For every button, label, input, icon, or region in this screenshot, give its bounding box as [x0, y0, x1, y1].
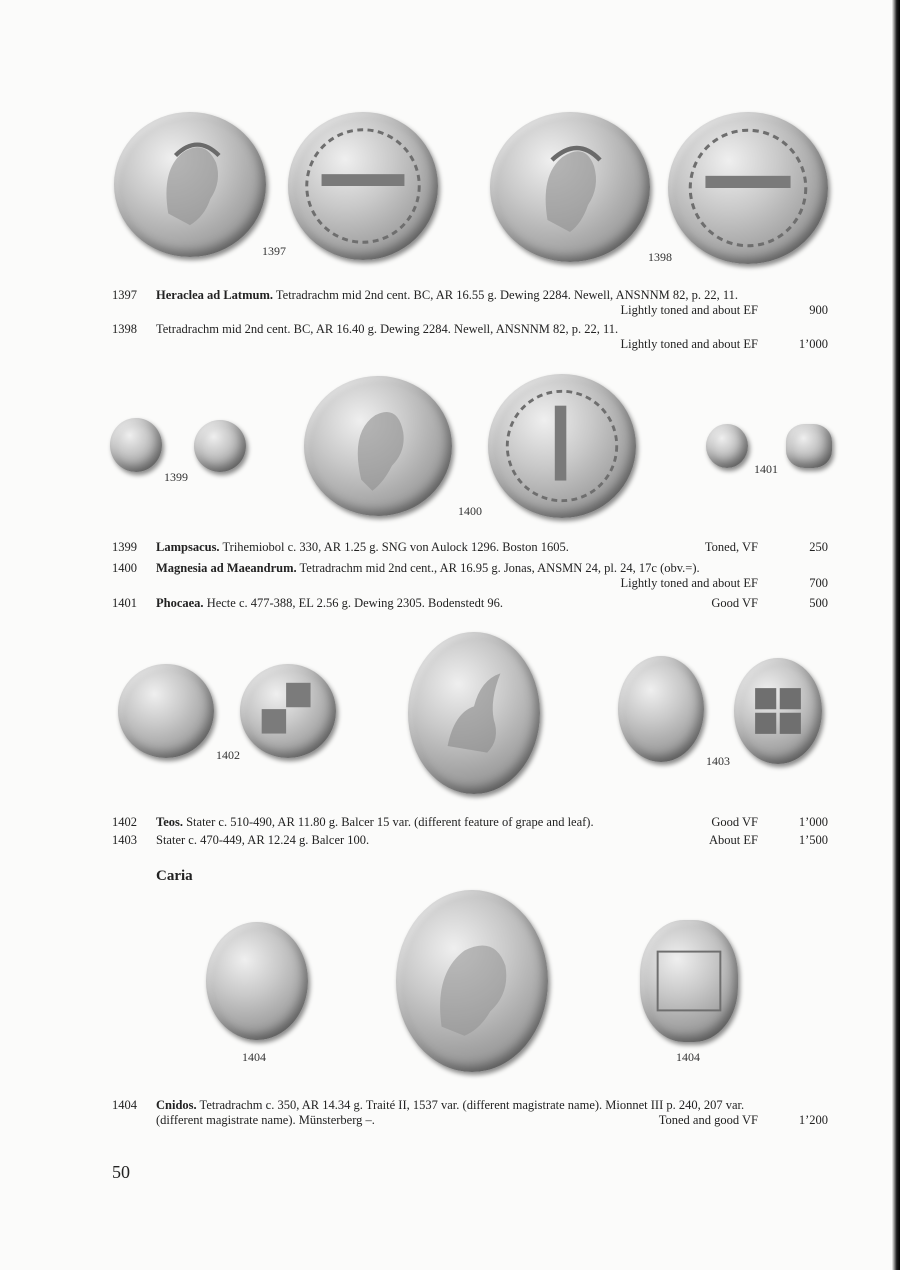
lot-grade: Lightly toned and about EF	[620, 337, 758, 351]
lot-price: 250	[809, 540, 828, 554]
coin-1404-reverse	[640, 920, 738, 1042]
photo-label-1404-left: 1404	[242, 1050, 266, 1064]
photo-label-1401: 1401	[754, 462, 778, 476]
coin-1403-obverse	[618, 656, 704, 762]
coin-1401-obverse	[706, 424, 748, 468]
photo-label-1400: 1400	[458, 504, 482, 518]
lot-price: 1’200	[798, 1113, 828, 1127]
lot-description-continued: (different magistrate name). Münsterberg –.	[156, 1113, 375, 1127]
lot-title: Phocaea.	[156, 596, 204, 610]
lot-number: 1400	[112, 561, 137, 575]
lot-price: 700	[809, 576, 828, 590]
lot-description: Hecte c. 477-388, EL 2.56 g. Dewing 2305. Bodenstedt 96.	[203, 596, 504, 610]
photo-label-1404-right: 1404	[676, 1050, 700, 1064]
lot-description: Tetradrachm mid 2nd cent. BC, AR 16.55 g. Dewing 2284. Newell, ANSNNM 82, p. 22, 11.	[273, 288, 739, 302]
lot-description: Stater c. 510-490, AR 11.80 g. Balcer 15 var. (different feature of grape and leaf).	[182, 815, 594, 829]
coin-1399-reverse	[194, 420, 246, 472]
lot-number: 1401	[112, 596, 137, 610]
coin-1404-obverse-enlarged	[396, 890, 548, 1072]
coin-1398-obverse	[490, 112, 650, 262]
lot-number: 1397	[112, 288, 137, 302]
page-edge-shadow	[892, 0, 900, 1270]
lot-price: 1’000	[798, 337, 828, 351]
lot-grade: Good VF	[711, 596, 758, 610]
coin-1397-reverse	[288, 112, 438, 260]
lot-title: Heraclea ad Latmum.	[156, 288, 273, 302]
lot-number: 1398	[112, 322, 137, 336]
lot-grade: Toned, VF	[704, 540, 758, 554]
lot-grade: Lightly toned and about EF	[620, 303, 758, 317]
page-number: 50	[112, 1162, 130, 1182]
lot-number: 1403	[112, 833, 137, 847]
lot-description: Trihemiobol c. 330, AR 1.25 g. SNG von Aulock 1296. Boston 1605.	[219, 540, 569, 554]
lot-description: Tetradrachm mid 2nd cent. BC, AR 16.40 g. Dewing 2284. Newell, ANSNNM 82, p. 22, 11.	[156, 322, 619, 336]
coin-1398-reverse	[668, 112, 828, 264]
lot-description: Tetradrachm mid 2nd cent., AR 16.95 g. Jonas, ANSMN 24, pl. 24, 17c (obv.=).	[296, 561, 700, 575]
lot-grade: Toned and good VF	[658, 1113, 758, 1127]
lot-description: Stater c. 470-449, AR 12.24 g. Balcer 100.	[156, 833, 370, 847]
coin-1401-reverse	[786, 424, 832, 468]
section-heading: Caria	[156, 868, 193, 884]
lot-title: Magnesia ad Maeandrum.	[156, 561, 297, 575]
lot-grade: Lightly toned and about EF	[620, 576, 758, 590]
lot-price: 900	[809, 303, 828, 317]
coin-1403-large-obverse	[408, 632, 540, 794]
lot-description: Tetradrachm c. 350, AR 14.34 g. Traité II, 1537 var. (different magistrate name). Mionnet III p. 240, 207 var.	[196, 1098, 745, 1112]
lot-price: 500	[809, 596, 828, 610]
photo-label-1398: 1398	[648, 250, 672, 264]
lot-title: Cnidos.	[156, 1098, 197, 1112]
lot-price: 1’000	[798, 815, 828, 829]
photo-label-1402: 1402	[216, 748, 240, 762]
lot-number: 1399	[112, 540, 137, 554]
lot-title: Lampsacus.	[156, 540, 220, 554]
coin-1400-obverse	[304, 376, 452, 516]
lot-price: 1’500	[798, 833, 828, 847]
coin-1400-reverse	[488, 374, 636, 518]
coin-1397-obverse	[114, 112, 266, 257]
photo-label-1403: 1403	[706, 754, 730, 768]
photo-label-1397: 1397	[262, 244, 286, 258]
coin-1402-reverse	[240, 664, 336, 758]
coin-1402-obverse	[118, 664, 214, 758]
coin-1404-obverse	[206, 922, 308, 1040]
coin-1403-reverse	[734, 658, 822, 764]
lot-title: Teos.	[156, 815, 183, 829]
photo-label-1399: 1399	[164, 470, 188, 484]
lot-number: 1404	[112, 1098, 137, 1112]
lot-grade: About EF	[709, 833, 758, 847]
lot-grade: Good VF	[711, 815, 758, 829]
lot-number: 1402	[112, 815, 137, 829]
coin-1399-obverse	[110, 418, 162, 472]
